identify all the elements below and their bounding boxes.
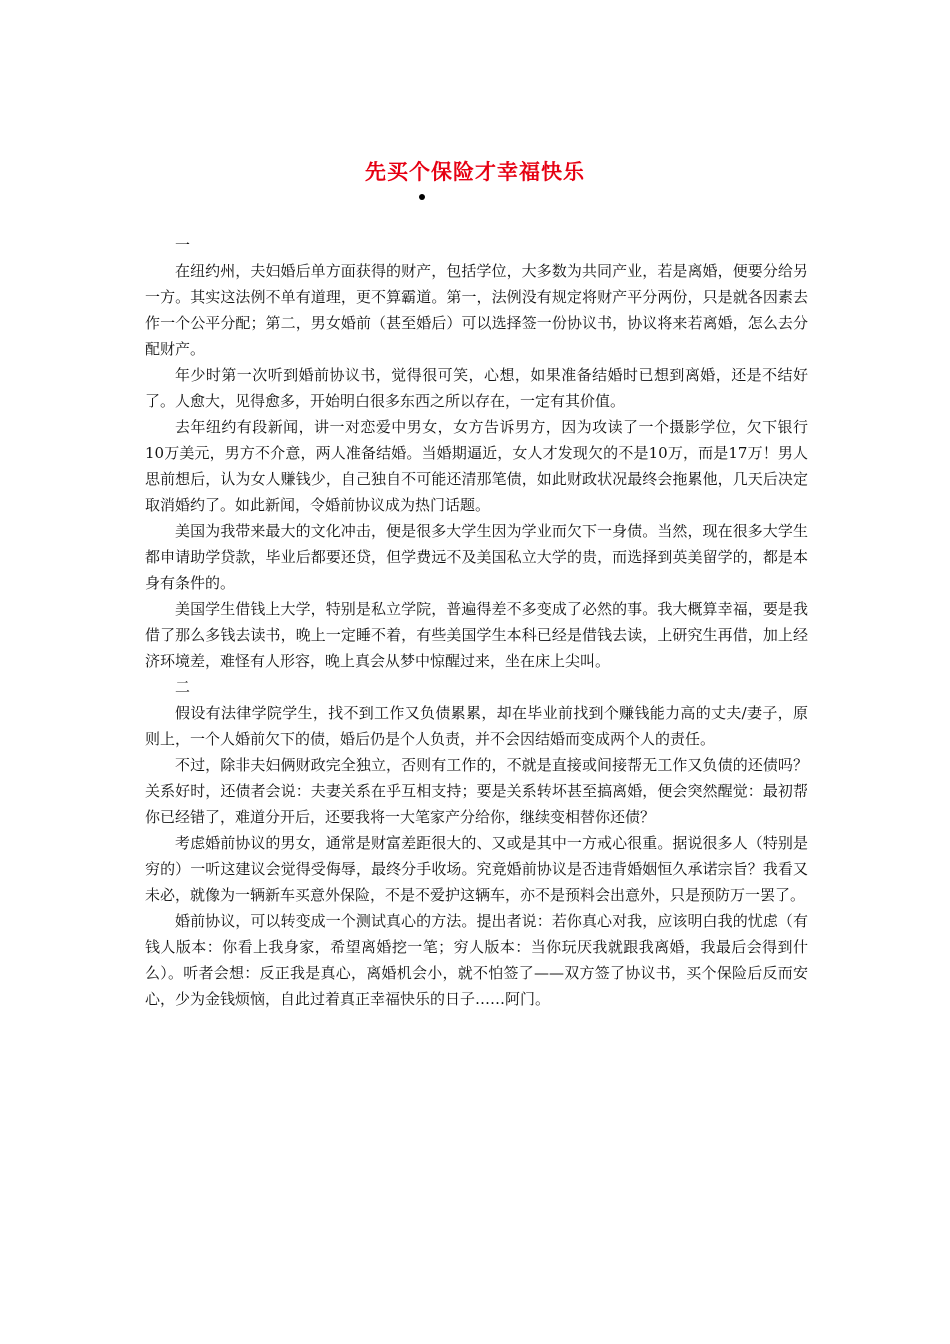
paragraph: 年少时第一次听到婚前协议书，觉得很可笑，心想，如果准备结婚时已想到离婚，还是不结好了。人愈大，见得愈多，开始明白很多东西之所以存在，一定有其价值。 bbox=[145, 366, 808, 410]
paragraph: 考虑婚前协议的男女，通常是财富差距很大的、又或是其中一方戒心很重。据说很多人（特别是穷的）一听这建议会觉得受侮辱，最终分手收场。究竟婚前协议是否违背婚姻恒久承诺宗旨？我看又未必，就像为一辆新车买意外保险，不是不爱护这辆车，亦不是预料会出意外，只是预防万一罢了。 bbox=[145, 834, 808, 904]
bullet-dot bbox=[419, 194, 425, 200]
paragraph: 婚前协议，可以转变成一个测试真心的方法。提出者说：若你真心对我，应该明白我的忧虑（有钱人版本：你看上我身家，希望离婚挖一笔；穷人版本：当你玩厌我就跟我离婚，我最后会得到什么）。听者会想：反正我是真心，离婚机会小，就不怕签了——双方签了协议书，买个保险后反而安心，少为金钱烦恼，自此过着真正幸福快乐的日子……阿门。 bbox=[145, 912, 808, 1008]
paragraph: 在纽约州，夫妇婚后单方面获得的财产，包括学位，大多数为共同产业，若是离婚，便要分给另一方。其实这法例不单有道理，更不算霸道。第一，法例没有规定将财产平分两份，只是就各因素去作一个公平分配；第二，男女婚前（甚至婚后）可以选择签一份协议书，协议将来若离婚，怎么去分配财产。 bbox=[145, 262, 808, 358]
paragraph: 假设有法律学院学生，找不到工作又负债累累，却在毕业前找到个赚钱能力高的丈夫/妻子，原则上，一个人婚前欠下的债，婚后仍是个人负责，并不会因结婚而变成两个人的责任。 bbox=[145, 704, 808, 748]
paragraph: 去年纽约有段新闻，讲一对恋爱中男女，女方告诉男方，因为攻读了一个摄影学位，欠下银行10万美元，男方不介意，两人准备结婚。当婚期逼近，女人才发现欠的不是10万，而是17万！男人思前想后，认为女人赚钱少，自己独自不可能还清那笔债，如此财政状况最终会拖累他，几天后决定取消婚约了。如此新闻，令婚前协议成为热门话题。 bbox=[145, 418, 808, 514]
paragraph: 美国学生借钱上大学，特别是私立学院，普遍得差不多变成了必然的事。我大概算幸福，要是我借了那么多钱去读书，晚上一定睡不着，有些美国学生本科已经是借钱去读，上研究生再借，加上经济环境差，难怪有人形容，晚上真会从梦中惊醒过来，坐在床上尖叫。 bbox=[145, 600, 808, 670]
paragraph: 美国为我带来最大的文化冲击，便是很多大学生因为学业而欠下一身债。当然，现在很多大学生都申请助学贷款，毕业后都要还贷，但学费远不及美国私立大学的贵，而选择到英美留学的，都是本身有条件的。 bbox=[145, 522, 808, 592]
article-body bbox=[145, 232, 808, 1012]
paragraph: 不过，除非夫妇俩财政完全独立，否则有工作的，不就是直接或间接帮无工作又负债的还债吗？关系好时，还债者会说：夫妻关系在乎互相支持；要是关系转坏甚至搞离婚，便会突然醒觉：最初帮你已经错了，难道分开后，还要我将一大笔家产分给你，继续变相替你还债？ bbox=[145, 756, 808, 826]
section-heading: 二 bbox=[175, 678, 191, 696]
section-heading: 一 bbox=[175, 236, 191, 254]
document-title: 先买个保险才幸福快乐 bbox=[365, 160, 585, 184]
